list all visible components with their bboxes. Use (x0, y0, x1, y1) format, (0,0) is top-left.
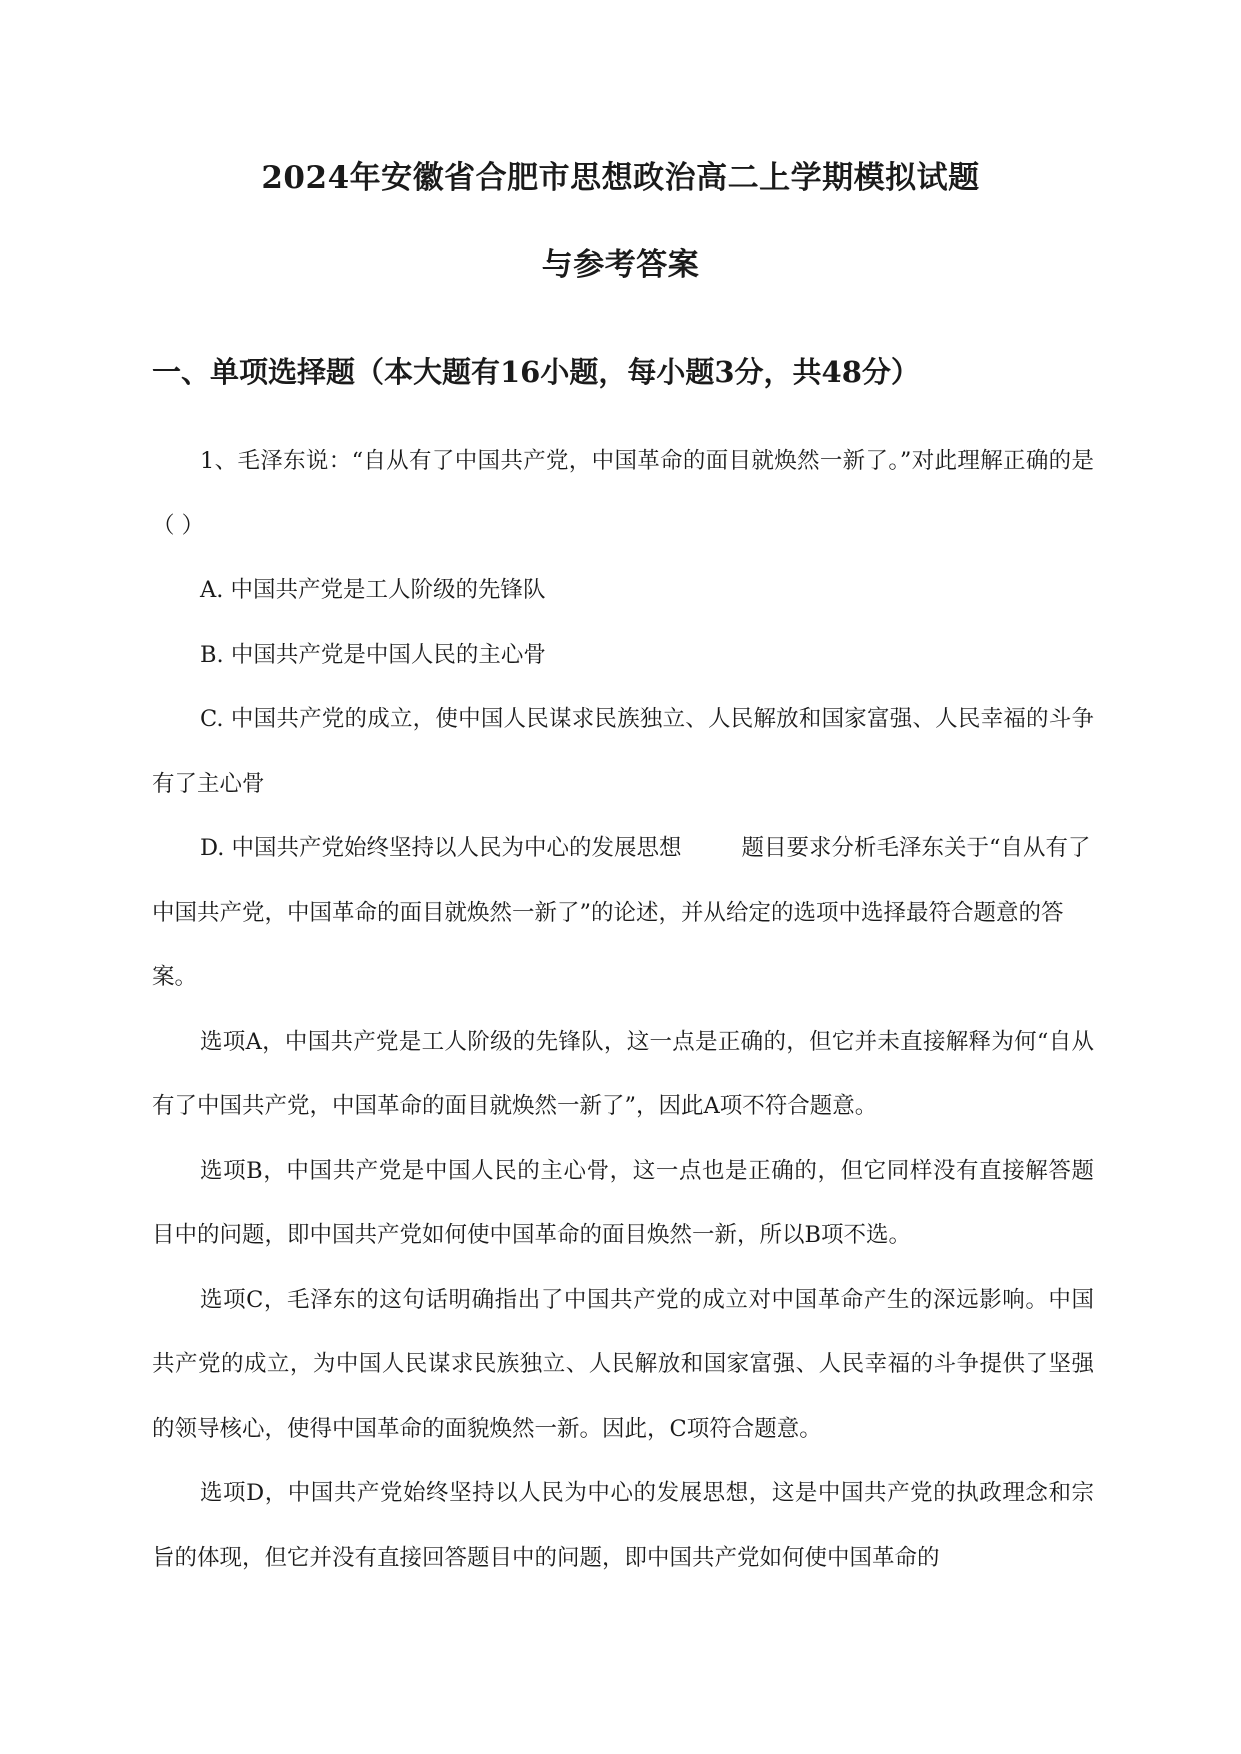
option-a: A. 中国共产党是工人阶级的先锋队 (200, 577, 546, 603)
analysis-option-c: 选项C，毛泽东的这句话明确指出了中国共产党的成立对中国革命产生的深远影响。中国共产党的成立，为中国人民谋求民族独立、人民解放和国家富强、人民幸福的斗争提供了坚强的领导核心，使得中国革命的面貌焕然一新。因此，C项符合题意。 (152, 1286, 1094, 1442)
question-1-block (152, 429, 1094, 1590)
option-d: D. 中国共产党始终坚持以人民为中心的发展思想 (200, 835, 682, 861)
question-stem: 1、毛泽东说：“自从有了中国共产党，中国革命的面目就焕然一新了。”对此理解正确的是（ ） (152, 448, 1094, 539)
option-c: C. 中国共产党的成立，使中国人民谋求民族独立、人民解放和国家富强、人民幸福的斗争有了主心骨 (152, 706, 1094, 797)
option-b: B. 中国共产党是中国人民的主心骨 (200, 641, 546, 668)
document-subtitle: 与参考答案 (541, 247, 700, 283)
analysis-option-d: 选项D，中国共产党始终坚持以人民为中心的发展思想，这是中国共产党的执政理念和宗旨的体现，但它并没有直接回答题目中的问题，即中国共产党如何使中国革命的 (152, 1480, 1094, 1571)
option-d-with-analysis-intro (152, 816, 1094, 1010)
analysis-option-b: 选项B，中国共产党是中国人民的主心骨，这一点也是正确的，但它同样没有直接解答题目中的问题，即中国共产党如何使中国革命的面目焕然一新，所以B项不选。 (152, 1157, 1094, 1248)
analysis-option-a: 选项A，中国共产党是工人阶级的先锋队，这一点是正确的，但它并未直接解释为何“自从有了中国共产党，中国革命的面目就焕然一新了”，因此A项不符合题意。 (152, 1028, 1094, 1119)
section-heading: 一、单项选择题（本大题有16小题，每小题3分，共48分） (152, 355, 920, 389)
analysis-intro: 题目要求分析毛泽东关于“自从有了中国共产党，中国革命的面目就焕然一新了”的论述，并从给定的选项中选择最符合题意的答案。 (152, 835, 1091, 990)
document-title: 2024年安徽省合肥市思想政治高二上学期模拟试题 (261, 160, 980, 196)
